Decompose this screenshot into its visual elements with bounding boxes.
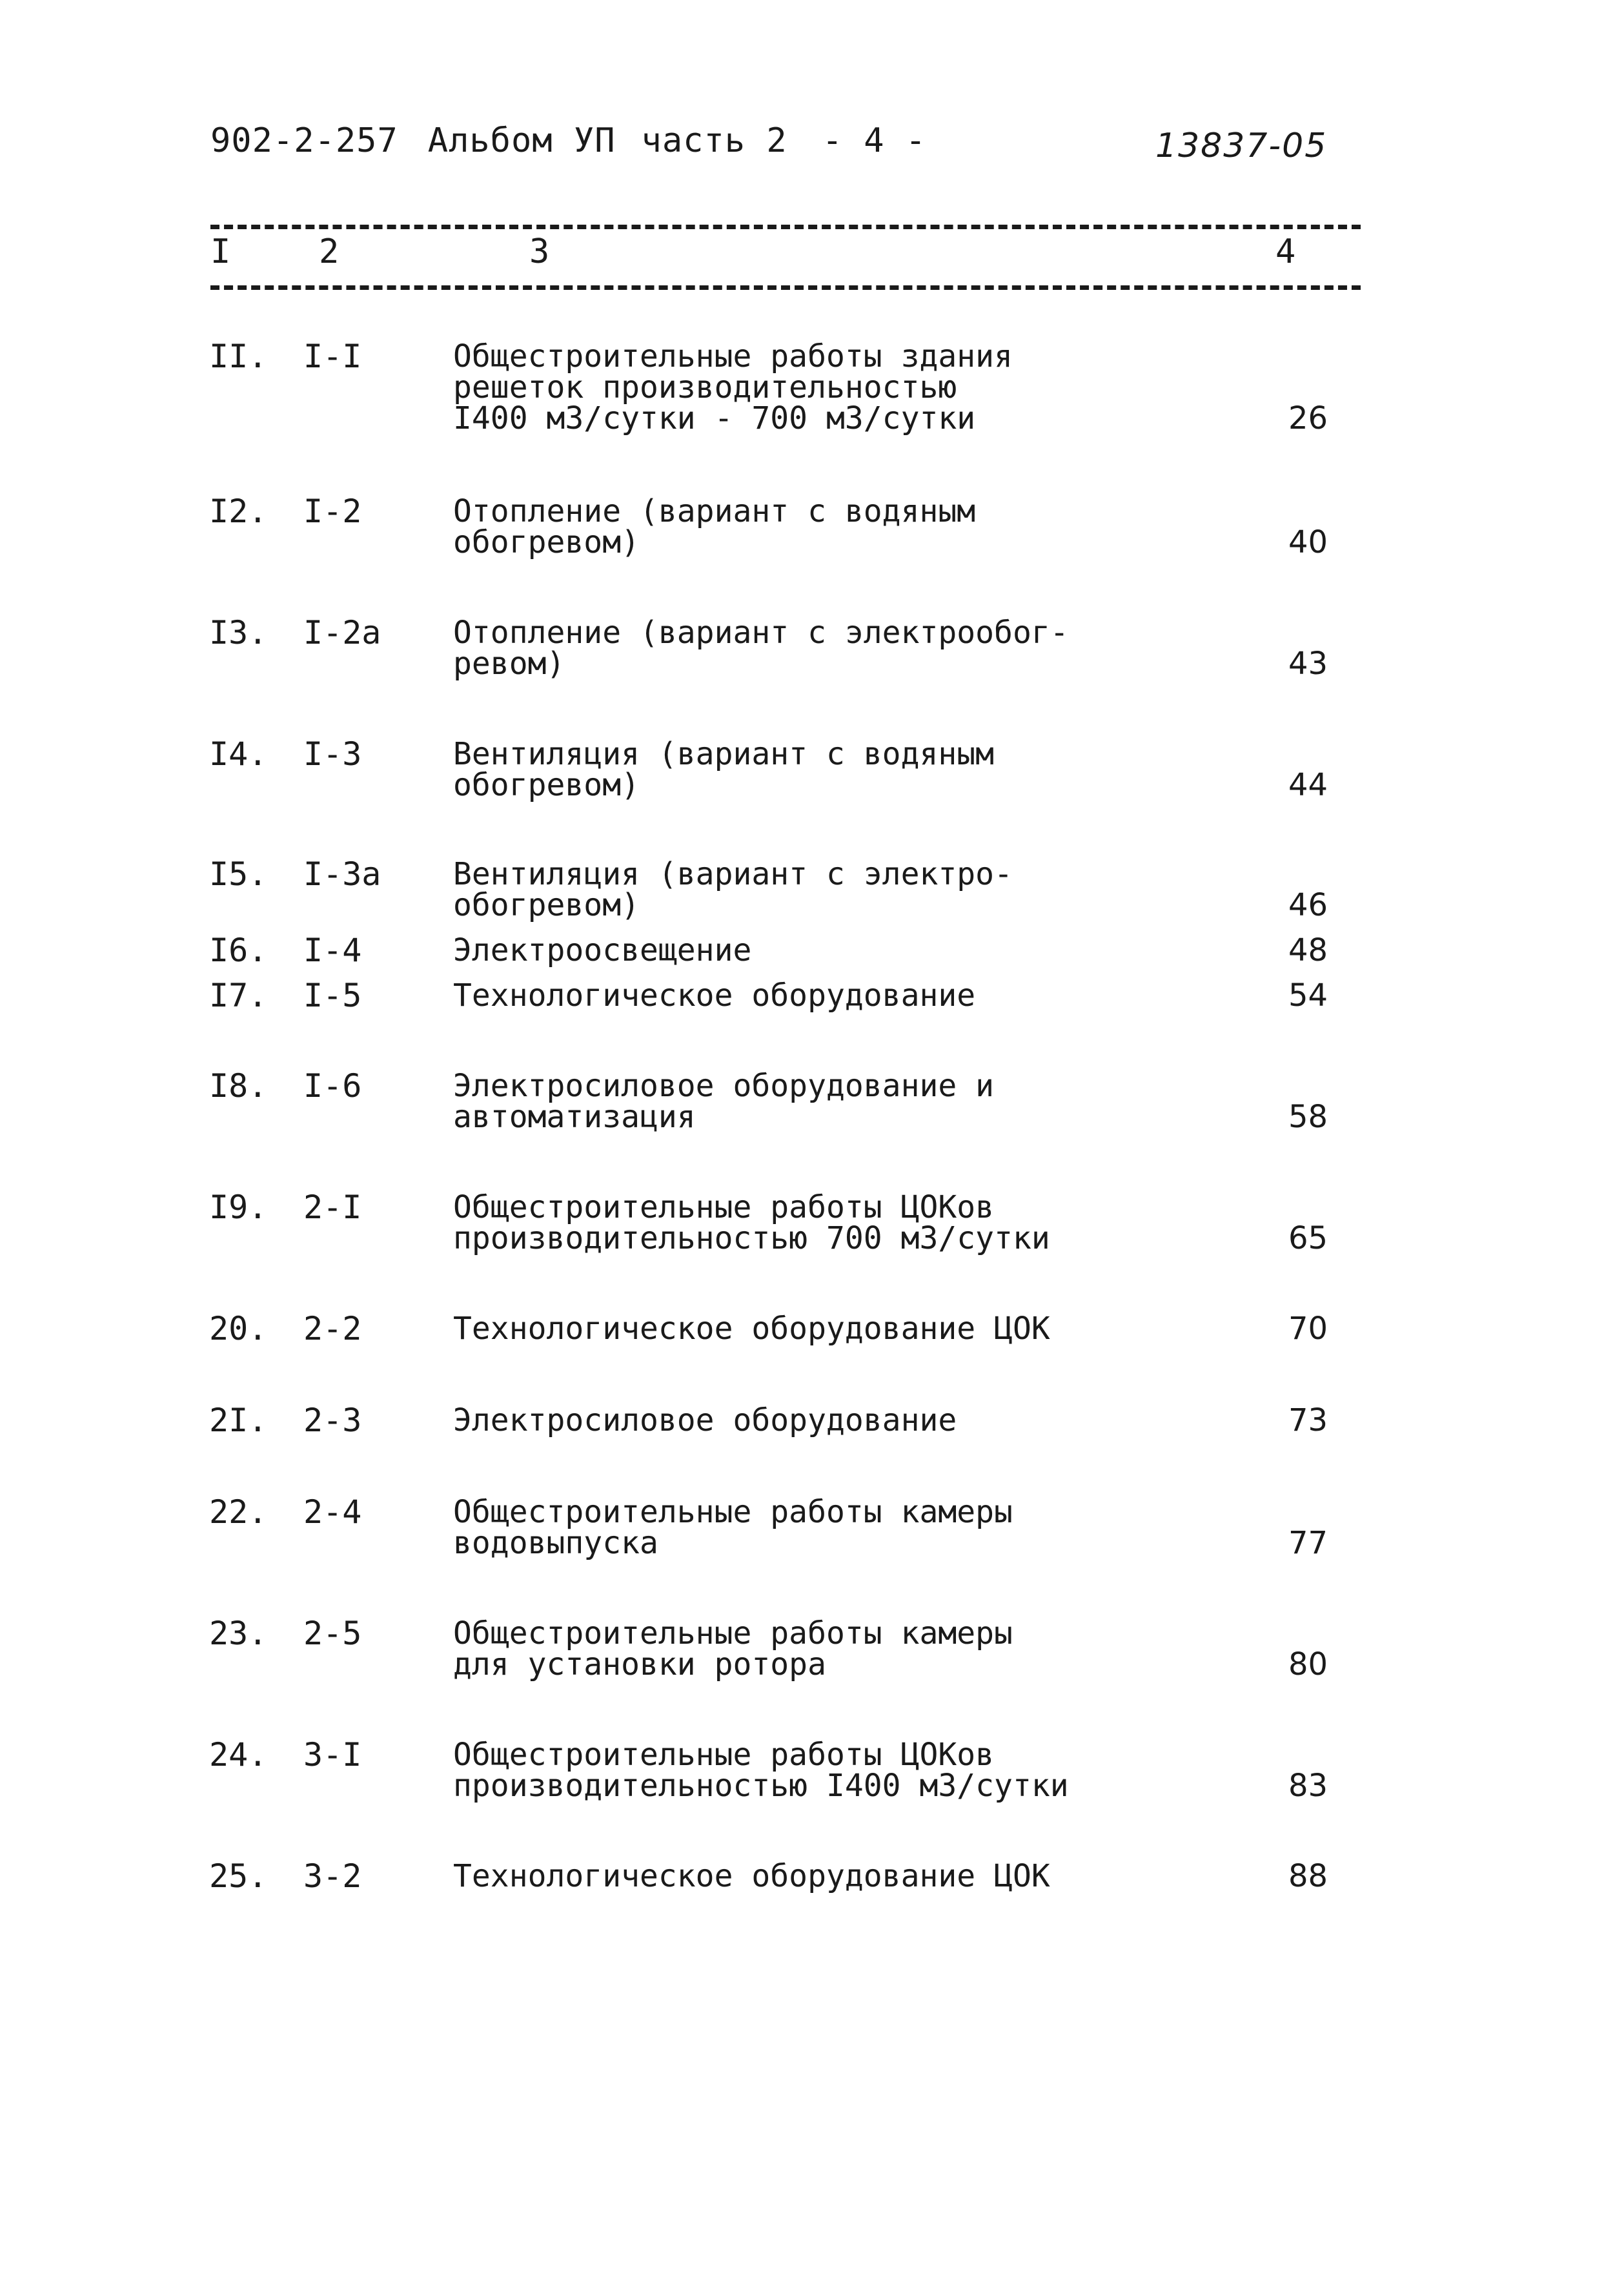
row-title: Вентиляция (вариант с водяным обогревом) (453, 736, 995, 803)
row-title: Технологическое оборудование ЦОК (453, 1858, 1050, 1894)
row-number: I2. (209, 493, 268, 530)
row-title: Электросиловое оборудование (453, 1402, 957, 1438)
row-page: 46 (1288, 887, 1328, 923)
row-title: Отопление (вариант с электрообог- ревом) (453, 615, 1069, 682)
row-page: 73 (1288, 1402, 1328, 1438)
row-title: Общестроительные работы здания решеток производительностью I400 м3/сутки - 700 м3/сутки (453, 338, 1013, 436)
row-page: 48 (1288, 932, 1328, 968)
row-title: Общестроительные работы камеры для установки ротора (453, 1615, 1013, 1682)
part-label: часть 2 (641, 121, 787, 160)
row-number: I4. (209, 735, 268, 773)
row-number: I6. (209, 932, 268, 969)
column-header-2: 2 (319, 232, 340, 271)
row-number: 20. (209, 1310, 268, 1347)
row-title: Технологическое оборудование (453, 977, 976, 1014)
row-number: I8. (209, 1067, 268, 1105)
row-code: 3-2 (303, 1857, 362, 1895)
row-code: I-4 (303, 932, 362, 969)
row-number: 22. (209, 1493, 268, 1531)
page-number: - 4 - (822, 121, 927, 160)
row-code: I-2а (303, 614, 381, 651)
row-number: 23. (209, 1615, 268, 1652)
row-title: Технологическое оборудование ЦОК (453, 1311, 1050, 1347)
column-header-4: 4 (1275, 232, 1296, 271)
row-code: 2-2 (303, 1310, 362, 1347)
row-page: 83 (1288, 1768, 1328, 1804)
row-page: 65 (1288, 1220, 1328, 1256)
row-code: I-2 (303, 493, 362, 530)
row-code: I-3 (303, 735, 362, 773)
document-code: 902-2-257 (210, 121, 398, 160)
row-page: 70 (1288, 1311, 1328, 1347)
row-page: 26 (1288, 400, 1328, 436)
row-code: 2-4 (303, 1493, 362, 1531)
row-number: 2I. (209, 1402, 268, 1439)
inventory-number: 13837-05 (1155, 127, 1328, 165)
row-page: 44 (1288, 767, 1328, 803)
row-title: Электроосвещение (453, 932, 752, 968)
row-title: Вентиляция (вариант с электро- обогревом) (453, 856, 1013, 923)
column-header-1: I (210, 232, 231, 271)
row-title: Общестроительные работы ЦОКов производительностью I400 м3/сутки (453, 1737, 1069, 1804)
row-number: I7. (209, 977, 268, 1014)
row-title: Отопление (вариант с водяным обогревом) (453, 493, 976, 560)
row-code: 3-I (303, 1736, 362, 1773)
row-code: 2-I (303, 1189, 362, 1226)
row-title: Общестроительные работы ЦОКов производительностью 700 м3/сутки (453, 1189, 1050, 1256)
row-page: 88 (1288, 1858, 1328, 1894)
row-code: I-6 (303, 1067, 362, 1105)
row-code: I-I (303, 338, 362, 375)
row-number: I3. (209, 614, 268, 651)
row-number: II. (209, 338, 268, 375)
row-number: I9. (209, 1189, 268, 1226)
column-header-3: 3 (529, 232, 550, 271)
row-page: 80 (1288, 1646, 1328, 1682)
row-page: 58 (1288, 1099, 1328, 1135)
row-page: 77 (1288, 1525, 1328, 1561)
row-code: I-3а (303, 855, 381, 893)
row-page: 54 (1288, 977, 1328, 1014)
album-label: Альбом УП (427, 121, 616, 160)
row-code: I-5 (303, 977, 362, 1014)
row-page: 43 (1288, 646, 1328, 682)
row-title: Электросиловое оборудование и автоматизация (453, 1068, 995, 1135)
row-number: 25. (209, 1857, 268, 1895)
row-code: 2-5 (303, 1615, 362, 1652)
row-number: 24. (209, 1736, 268, 1773)
row-page: 40 (1288, 524, 1328, 560)
row-number: I5. (209, 855, 268, 893)
row-title: Общестроительные работы камеры водовыпуска (453, 1494, 1013, 1561)
row-code: 2-3 (303, 1402, 362, 1439)
